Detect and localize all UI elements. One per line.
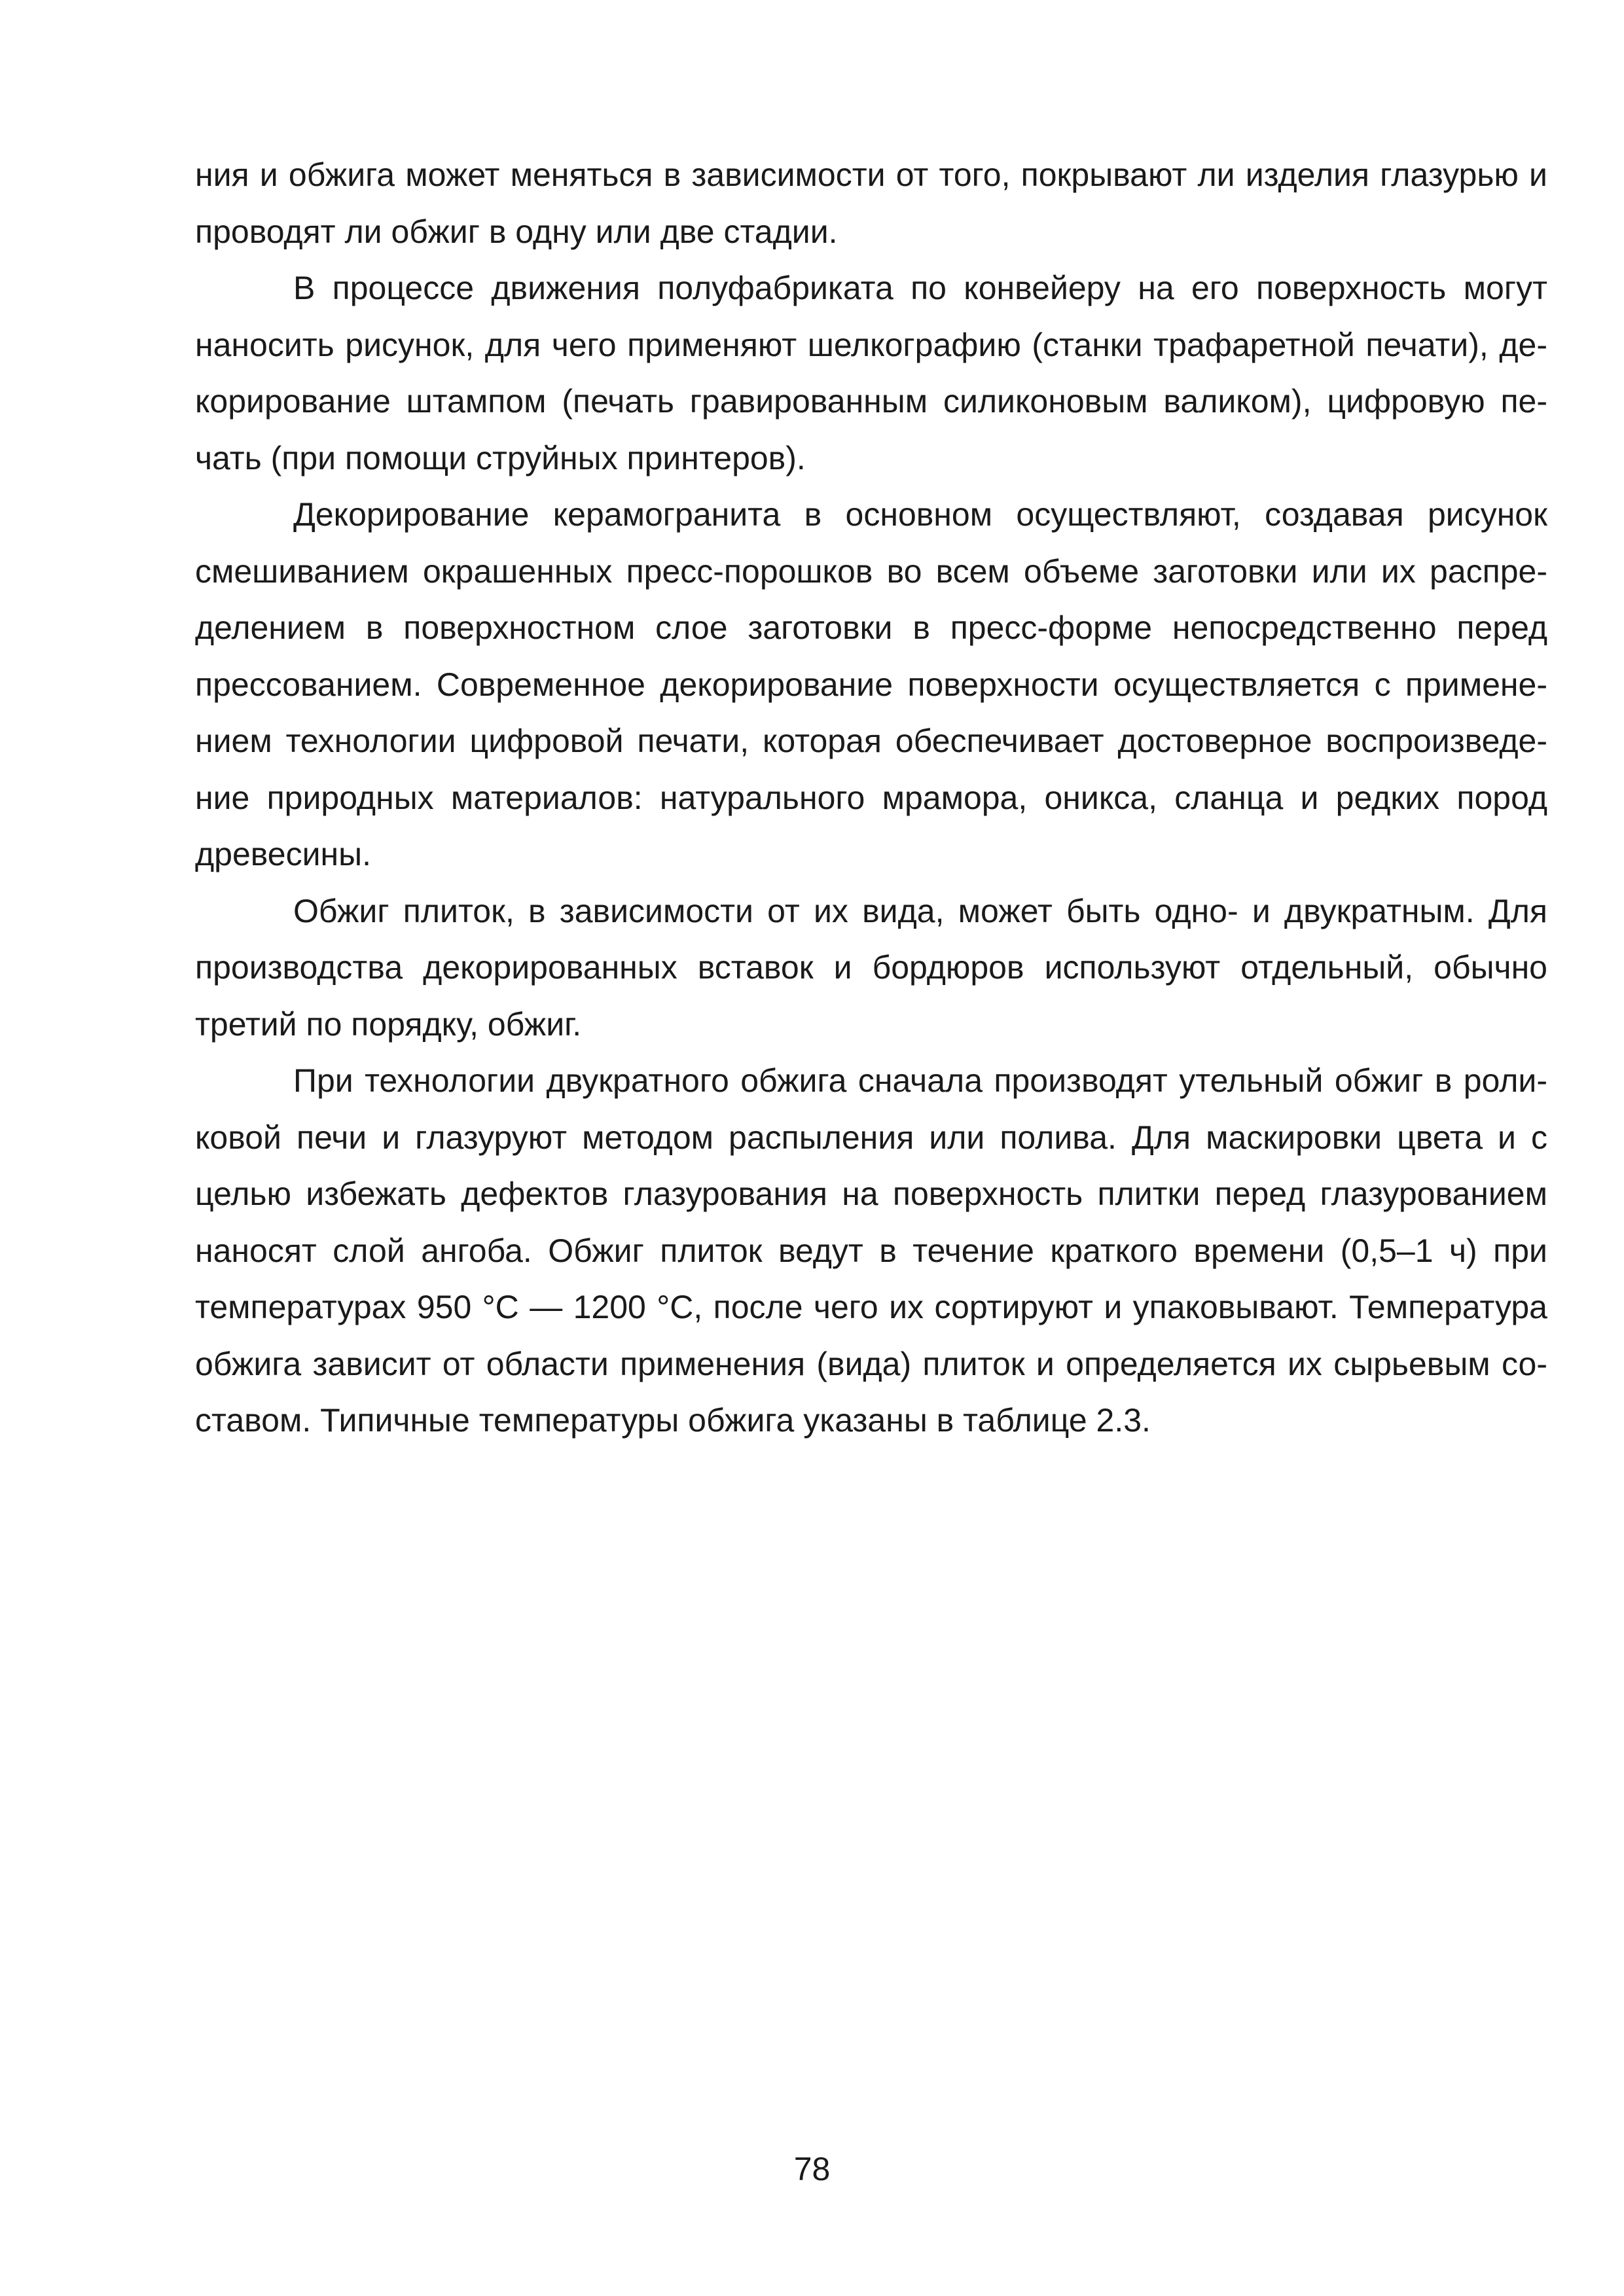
paragraph-firing-types: Обжиг плиток, в зависимости от их вида, может быть одно- и двукратным. Для производства декорированных вставок и бордюров используют отдельный, обычно третий по порядку, обжиг. bbox=[195, 892, 1547, 1043]
body-text bbox=[195, 147, 1547, 1449]
paragraph-porcelain-decoration: Декорирование керамогранита в основном осуществляют, создавая рисунок смешиванием окрашенных пресс-порошков во всем объеме заготовки или их распределением в поверхностном слое заготовки в пресс-форме непосредственно перед прессованием. Современное декорирование поверхности осуществляется с применением технологии цифровой печати, которая обеспечивает достоверное воспроизведение природных материалов: натурального мрамора, оникса, сланца и редких пород древесины. bbox=[195, 496, 1547, 872]
paragraph-double-firing: При технологии двукратного обжига сначала производят утельный обжиг в роликовой печи и глазуруют методом распыления или полива. Для маскировки цвета и с целью избежать дефектов глазурования на поверхность плитки перед глазурованием наносят слой ангоба. Обжиг плиток ведут в течение краткого времени (0,5–1 ч) при температурах 950 °C — 1200 °C, после чего их сортируют и упаковывают. Температура обжига зависит от области применения (вида) плиток и определяется их сырьевым составом. Типичные температуры обжига указаны в таблице 2.3. bbox=[195, 1062, 1547, 1439]
paragraph-surface-printing: В процессе движения полуфабриката по конвейеру на его поверхность могут наносить рисунок, для чего применяют шелкографию (станки трафаретной печати), декорирование штампом (печать гравированным силиконовым валиком), цифровую печать (при помощи струйных принтеров). bbox=[195, 270, 1547, 476]
paragraph-continued: ния и обжига может меняться в зависимости от того, покрывают ли изделия глазурью и проводят ли обжиг в одну или две стадии. bbox=[195, 156, 1547, 250]
page-number: 78 bbox=[793, 2151, 831, 2187]
